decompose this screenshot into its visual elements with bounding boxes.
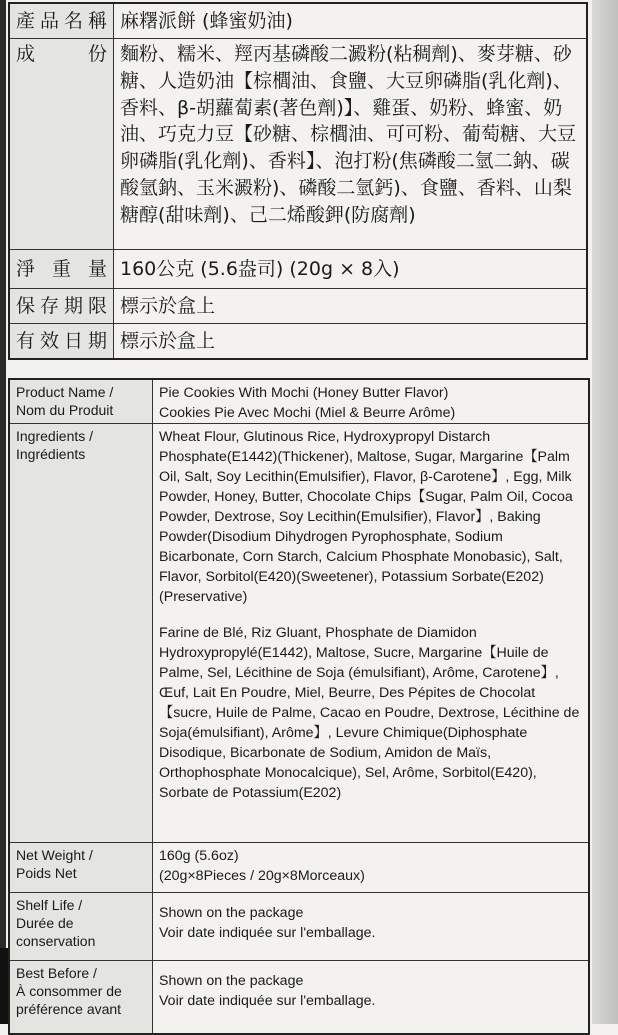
- en-value-ingredients: [153, 424, 590, 843]
- en-value-best-before-fr: Voir date indiquée sur l'emballage.: [159, 993, 376, 1009]
- en-value-shelf-life-fr: Voir date indiquée sur l'emballage.: [159, 925, 376, 941]
- en-label-best-before-fr: À consommer de préférence avant: [16, 983, 122, 1017]
- en-value-ingredients-en: Wheat Flour, Glutinous Rice, Hydroxypropyl Distarch Phosphate(E1442)(Thickener), Maltose, Sugar, Margarine【Palm Oil, Salt, Soy Lecithin(Emulsifier), Flavor, β-Carotene】, Egg, Milk Powder, Honey, Butter, Chocolate Chips【Sugar, Palm Oil, Cocoa Powder, Dextrose, Soy Lecithin(Emulsifier), Flavor】, Baking Powder(Disodium Dihydrogen Pyrophosphate, Sodium Bicarbonate, Corn Starch, Calcium Phosphate Monobasic), Salt, Flavor, Sorbitol(E420)(Sweetener), Potassium Sorbate(E202)(Preservative): [159, 429, 573, 605]
- box-edge-left: [0, 0, 6, 1024]
- zh-label-shelf-life: 保存期限: [9, 289, 114, 324]
- en-label-ingredients-fr: Ingrédients: [16, 446, 86, 462]
- en-row-net-weight: [9, 843, 589, 893]
- en-label-product-name-fr: Nom du Produit: [16, 402, 114, 418]
- en-value-net-weight-line2: (20g×8Pieces / 20g×8Morceaux): [159, 868, 365, 884]
- zh-row-net-weight: [9, 250, 587, 289]
- en-value-net-weight-line1: 160g (5.6oz): [159, 848, 239, 864]
- en-label-shelf-life: [9, 893, 153, 961]
- en-row-product-name: [9, 379, 589, 424]
- box-edge-right: [592, 0, 618, 1024]
- en-label-ingredients-en: Ingredients /: [16, 428, 94, 444]
- zh-label-ingredients: 成份: [9, 39, 114, 250]
- en-label-net-weight: [9, 843, 153, 893]
- zh-row-product-name: [9, 3, 587, 39]
- en-value-net-weight: [153, 843, 590, 893]
- zh-row-best-before: [9, 324, 587, 360]
- en-value-product-name-fr: Cookies Pie Avec Mochi (Miel & Beurre Arôme): [159, 405, 456, 421]
- en-label-shelf-life-fr: Durée de conservation: [16, 915, 96, 949]
- en-value-best-before-en: Shown on the package: [159, 973, 304, 989]
- zh-label-best-before: 有效日期: [9, 324, 114, 360]
- en-value-best-before: [153, 961, 590, 1035]
- en-label-best-before: [9, 961, 153, 1035]
- zh-value-shelf-life: 標示於盒上: [114, 289, 588, 324]
- en-row-shelf-life: [9, 893, 589, 961]
- zh-value-net-weight: 160公克 (5.6盎司) (20g × 8入): [114, 250, 588, 289]
- en-row-best-before: [9, 961, 589, 1035]
- zh-label-net-weight: 淨重量: [9, 250, 114, 289]
- en-label-product-name-en: Product Name /: [16, 384, 114, 400]
- en-label-best-before-en: Best Before /: [16, 965, 97, 981]
- english-french-label-table: [8, 378, 590, 1035]
- en-label-ingredients: [9, 424, 153, 843]
- zh-row-ingredients: [9, 39, 587, 250]
- chinese-label-table: [8, 2, 588, 360]
- en-row-ingredients: [9, 424, 589, 843]
- en-value-ingredients-fr: Farine de Blé, Riz Gluant, Phosphate de Diamidon Hydroxypropylé(E1442), Maltose, Sucre, Margarine【Huile de Palme, Sel, Lécithine de Soja (émulsifiant), Arôme, Carotene】, Œuf, Lait En Poudre, Miel, Beurre, Des Pépites de Chocolat【sucre, Huile de Palme, Cacao en Poudre, Dextrose, Lécithine de Soja(émulsifiant), Arôme】, Levure Chimique(Diphosphate Disodique, Bicarbonate de Sodium, Amidon de Maïs, Orthophosphate Monocalcique), Sel, Arôme, Sorbitol(E420), Sorbate de Potassium(E202): [159, 625, 580, 801]
- en-value-shelf-life-en: Shown on the package: [159, 905, 304, 921]
- zh-value-ingredients: 麵粉、糯米、羥丙基磷酸二澱粉(粘稠劑)、麥芽糖、砂糖、人造奶油【棕櫚油、食鹽、大豆卵磷脂(乳化劑)、香料、β-胡蘿蔔素(著色劑)】、雞蛋、奶粉、蜂蜜、奶油、巧克力豆【砂糖、棕櫚油、可可粉、葡萄糖、大豆卵磷脂(乳化劑)、香料】、泡打粉(焦磷酸二氫二鈉、碳酸氫鈉、玉米澱粉)、磷酸二氫鈣)、食鹽、香料、山梨糖醇(甜味劑)、己二烯酸鉀(防腐劑): [114, 39, 588, 250]
- en-label-shelf-life-en: Shelf Life /: [16, 897, 83, 913]
- en-label-net-weight-en: Net Weight /: [16, 847, 93, 863]
- zh-label-product-name: 產品名稱: [9, 3, 114, 39]
- en-value-shelf-life: [153, 893, 590, 961]
- zh-value-best-before: 標示於盒上: [114, 324, 588, 360]
- en-label-product-name: [9, 379, 153, 424]
- en-value-product-name: [153, 379, 590, 424]
- zh-row-shelf-life: [9, 289, 587, 324]
- zh-value-product-name: 麻糬派餅 (蜂蜜奶油): [114, 3, 588, 39]
- en-label-net-weight-fr: Poids Net: [16, 865, 77, 881]
- en-value-product-name-en: Pie Cookies With Mochi (Honey Butter Flavor): [159, 385, 449, 401]
